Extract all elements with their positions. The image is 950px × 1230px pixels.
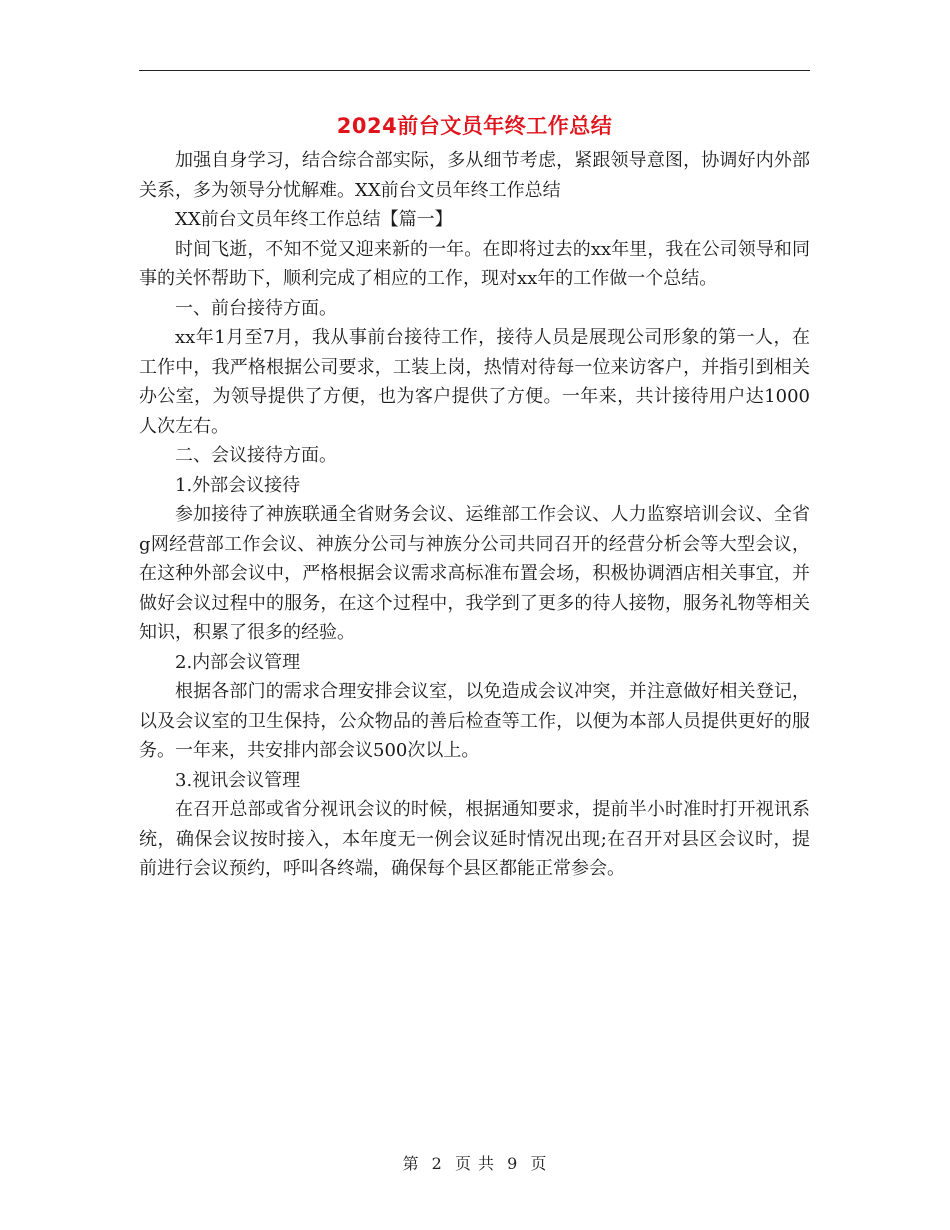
document-body (139, 146, 810, 884)
paragraph-5: xx年1月至7月，我从事前台接待工作，接待人员是展现公司形象的第一人，在工作中，我严格根据公司要求，工装上岗，热情对待每一位来访客户，并指引到相关办公室，为领导提供了方便，也为客户提供了方便。一年来，共计接待用户达1000人次左右。 (139, 327, 810, 437)
subheading-external-meetings: 1.外部会议接待 (175, 474, 301, 496)
paragraph-1: 加强自身学习，结合综合部实际，多从细节考虑，紧跟领导意图，协调好内外部关系，多为领导分忧解难。XX前台文员年终工作总结 (139, 150, 810, 201)
header-rule (139, 70, 810, 71)
paragraph-2: XX前台文员年终工作总结【篇一】 (175, 209, 453, 230)
footer-total-pages: 9 (507, 1154, 519, 1173)
subheading-video-meetings: 3.视讯会议管理 (175, 769, 301, 791)
paragraph-12: 在召开总部或省分视讯会议的时候，根据通知要求，提前半小时准时打开视讯系统，确保会议按时接入，本年度无一例会议延时情况出现;在召开对县区会议时，提前进行会议预约，呼叫各终端，确保每个县区都能正常参会。 (139, 799, 810, 879)
document-title: 2024前台文员年终工作总结 (336, 114, 613, 138)
footer-suffix: 页 (530, 1154, 548, 1173)
footer-prefix: 第 (402, 1154, 420, 1173)
paragraph-8: 参加接待了神族联通全省财务会议、运维部工作会议、人力监察培训会议、全省g网经营部工作会议、神族分公司与神族分公司共同召开的经营分析会等大型会议，在这种外部会议中，严格根据会议需求高标准布置会场，积极协调酒店相关事宜，并做好会议过程中的服务，在这个过程中，我学到了更多的待人接物，服务礼物等相关知识，积累了很多的经验。 (139, 504, 810, 643)
page-footer (0, 1151, 950, 1174)
paragraph-10: 根据各部门的需求合理安排会议室，以免造成会议冲突，并注意做好相关登记，以及会议室的卫生保持，公众物品的善后检查等工作，以便为本部人员提供更好的服务。一年来，共安排内部会议500次以上。 (139, 681, 810, 761)
footer-middle: 页 共 (454, 1154, 496, 1173)
section-heading-reception: 一、前台接待方面。 (175, 297, 337, 319)
subheading-internal-meetings: 2.内部会议管理 (175, 651, 301, 673)
paragraph-3: 时间飞逝，不知不觉又迎来新的一年。在即将过去的xx年里，我在公司领导和同事的关怀帮助下，顺利完成了相应的工作，现对xx年的工作做一个总结。 (139, 238, 810, 289)
section-heading-meetings: 二、会议接待方面。 (175, 445, 337, 466)
footer-current-page: 2 (431, 1154, 443, 1173)
